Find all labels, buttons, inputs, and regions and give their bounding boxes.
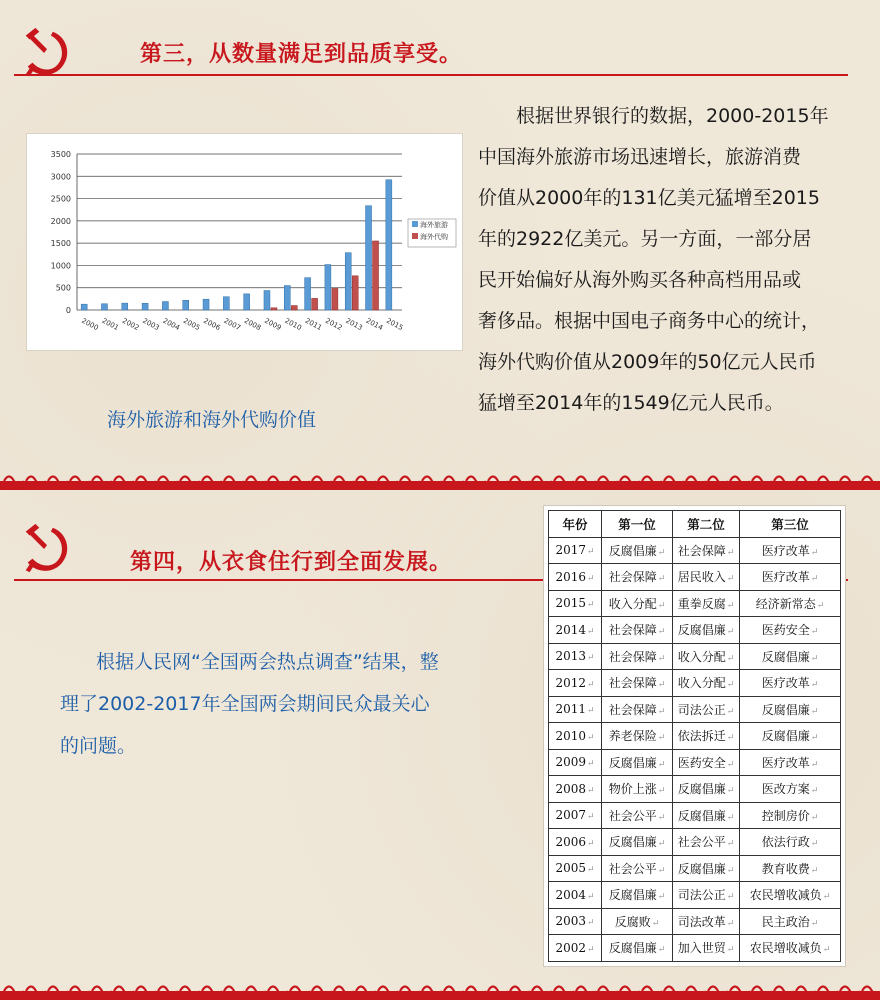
cell-text: 2016: [555, 569, 586, 584]
cell-text: 社会公平: [677, 835, 726, 850]
header-cell: 第三位: [740, 511, 841, 538]
return-mark-icon: ↵: [726, 547, 735, 558]
y-tick-label: 2000: [50, 216, 71, 226]
rank-cell: [740, 749, 841, 776]
cell-text: 反腐倡廉: [761, 649, 810, 664]
paragraph-line: 价值从2000年的131亿美元猛增至2015: [478, 187, 820, 209]
paragraph-line: 奢侈品。根据中国电子商务中心的统计，: [478, 310, 821, 332]
rank-cell: [602, 829, 673, 856]
cell-text: 社会保障: [608, 623, 657, 638]
cell-text: 居民收入: [677, 570, 726, 585]
year-cell: [549, 908, 602, 935]
header-cell: 第二位: [673, 511, 740, 538]
table-row: [549, 670, 841, 697]
cell-text: 2011: [555, 702, 586, 717]
y-tick-label: 0: [65, 306, 71, 315]
return-mark-icon: ↵: [651, 918, 660, 929]
return-mark-icon: ↵: [587, 653, 595, 664]
year-cell: [549, 855, 602, 882]
cell-text: 2008: [555, 781, 586, 796]
rank-cell: [740, 776, 841, 803]
chart-bar: [352, 276, 358, 310]
rank-cell: [740, 537, 841, 564]
year-cell: [549, 776, 602, 803]
rank-cell: [740, 696, 841, 723]
cell-text: 反腐倡廉: [677, 623, 726, 638]
cell-text: 2017: [555, 543, 586, 558]
return-mark-icon: ↵: [587, 573, 595, 584]
return-mark-icon: ↵: [810, 759, 819, 770]
x-tick-label: 2005: [181, 316, 202, 333]
return-mark-icon: ↵: [810, 653, 819, 664]
cell-text: 社会保障: [677, 543, 726, 558]
x-tick-label: 2015: [384, 316, 405, 333]
table-row: [549, 617, 841, 644]
travel-daigou-bar-chart: [27, 134, 462, 350]
paragraph-line: 根据世界银行的数据，2000-2015年: [516, 105, 829, 127]
cell-text: 医疗改革: [761, 543, 810, 558]
header-cell: 第一位: [602, 511, 673, 538]
cell-text: 收入分配: [677, 649, 726, 664]
x-tick-label: 2011: [303, 316, 324, 333]
cell-text: 2010: [555, 728, 586, 743]
cell-text: 社会公平: [608, 861, 657, 876]
chart-bar: [271, 308, 277, 310]
rank-cell: [673, 617, 740, 644]
rank-cell: [602, 802, 673, 829]
chart-bar: [183, 300, 189, 310]
table-row: [549, 749, 841, 776]
rank-cell: [673, 802, 740, 829]
travel-chart-panel: [27, 134, 462, 350]
cell-text: 依法拆迁: [677, 729, 726, 744]
cell-text: 2004: [555, 887, 586, 902]
return-mark-icon: ↵: [810, 733, 819, 744]
rank-cell: [673, 855, 740, 882]
cell-text: 反腐倡廉: [761, 729, 810, 744]
return-mark-icon: ↵: [657, 547, 666, 558]
cell-text: 控制房价: [761, 808, 810, 823]
rank-cell: [602, 908, 673, 935]
return-mark-icon: ↵: [726, 680, 735, 691]
chart-bar: [345, 253, 351, 310]
rank-cell: [740, 855, 841, 882]
return-mark-icon: ↵: [726, 627, 735, 638]
return-mark-icon: ↵: [810, 627, 819, 638]
section-three-paragraph: [478, 96, 868, 424]
rank-cell: [673, 908, 740, 935]
cell-text: 反腐倡廉: [608, 888, 657, 903]
chart-bar: [312, 298, 318, 310]
return-mark-icon: ↵: [657, 812, 666, 823]
rank-cell: [673, 590, 740, 617]
cell-text: 2009: [555, 755, 586, 770]
rank-cell: [673, 776, 740, 803]
rank-cell: [740, 935, 841, 962]
table-row: [549, 537, 841, 564]
rank-cell: [602, 643, 673, 670]
x-tick-label: 2013: [344, 316, 364, 333]
return-mark-icon: ↵: [810, 865, 819, 876]
cell-text: 反腐倡廉: [608, 543, 657, 558]
chart-bar: [325, 265, 331, 310]
return-mark-icon: ↵: [726, 600, 735, 611]
chart-caption: 海外旅游和海外代购价值: [107, 409, 317, 431]
rank-cell: [602, 855, 673, 882]
cell-text: 社会保障: [608, 702, 657, 717]
return-mark-icon: ↵: [587, 626, 595, 637]
x-tick-label: 2006: [202, 316, 222, 333]
table-row: [549, 855, 841, 882]
cell-text: 经济新常态: [755, 596, 816, 611]
return-mark-icon: ↵: [587, 891, 595, 902]
rank-cell: [602, 935, 673, 962]
return-mark-icon: ↵: [657, 945, 666, 956]
return-mark-icon: ↵: [726, 786, 735, 797]
paragraph-line: 民开始偏好从海外购买各种高档用品或: [478, 269, 802, 291]
return-mark-icon: ↵: [816, 600, 825, 611]
year-cell: [549, 749, 602, 776]
section-heading-three: 第三，从数量满足到品质享受。: [140, 42, 463, 67]
paragraph-line: 理了2002-2017年全国两会期间民众最关心: [60, 693, 430, 715]
cell-text: 医改方案: [761, 782, 810, 797]
chart-bar: [122, 303, 128, 310]
x-tick-label: 2004: [161, 316, 181, 333]
cell-text: 农民增收减负: [749, 888, 822, 903]
chart-bar: [305, 278, 311, 310]
table-row: [549, 829, 841, 856]
cell-text: 反腐倡廉: [677, 808, 726, 823]
cell-text: 社会保障: [608, 676, 657, 691]
cell-text: 2003: [555, 914, 586, 929]
table-row: [549, 696, 841, 723]
legend-label: 海外旅游: [420, 221, 448, 229]
cell-text: 民主政治: [761, 914, 810, 929]
cell-text: 反腐倡廉: [608, 835, 657, 850]
cell-text: 医疗改革: [761, 676, 810, 691]
year-cell: [549, 723, 602, 750]
table-row: [549, 908, 841, 935]
chart-bar: [366, 206, 372, 310]
rank-cell: [673, 749, 740, 776]
x-tick-label: 2001: [100, 316, 121, 333]
y-tick-label: 1000: [50, 261, 71, 271]
rank-cell: [673, 670, 740, 697]
cell-text: 反腐败: [614, 914, 651, 929]
return-mark-icon: ↵: [726, 945, 735, 956]
return-mark-icon: ↵: [587, 547, 595, 558]
chart-bar: [332, 288, 338, 310]
return-mark-icon: ↵: [657, 759, 666, 770]
return-mark-icon: ↵: [587, 865, 595, 876]
legend-swatch: [412, 233, 418, 239]
table-row: [549, 935, 841, 962]
cell-text: 2002: [555, 940, 586, 955]
cell-text: 2012: [555, 675, 586, 690]
rank-cell: [673, 935, 740, 962]
cell-text: 收入分配: [677, 676, 726, 691]
year-cell: [549, 617, 602, 644]
cell-text: 司法公正: [677, 888, 726, 903]
return-mark-icon: ↵: [657, 600, 666, 611]
cell-text: 医疗改革: [761, 755, 810, 770]
return-mark-icon: ↵: [726, 839, 735, 850]
x-tick-label: 2003: [141, 316, 161, 333]
year-cell: [549, 564, 602, 591]
header-cell: 年份: [549, 511, 602, 538]
rank-cell: [602, 723, 673, 750]
return-mark-icon: ↵: [657, 733, 666, 744]
y-tick-label: 2500: [50, 194, 71, 204]
chart-bar: [223, 297, 229, 310]
rank-cell: [602, 670, 673, 697]
return-mark-icon: ↵: [810, 786, 819, 797]
rank-cell: [602, 749, 673, 776]
paragraph-line: 海外代购价值从2009年的50亿元人民币: [478, 351, 817, 373]
return-mark-icon: ↵: [726, 706, 735, 717]
year-cell: [549, 537, 602, 564]
legend-label: 海外代购: [420, 233, 448, 241]
heading-underline: [14, 74, 848, 76]
cell-text: 社会保障: [608, 570, 657, 585]
cell-text: 反腐倡廉: [761, 702, 810, 717]
return-mark-icon: ↵: [657, 680, 666, 691]
rank-cell: [673, 564, 740, 591]
chart-bar: [81, 304, 87, 310]
chart-bar: [264, 291, 270, 310]
year-cell: [549, 829, 602, 856]
cell-text: 社会保障: [608, 649, 657, 664]
year-cell: [549, 696, 602, 723]
return-mark-icon: ↵: [587, 785, 595, 796]
year-cell: [549, 882, 602, 909]
return-mark-icon: ↵: [726, 918, 735, 929]
cell-text: 社会公平: [608, 808, 657, 823]
return-mark-icon: ↵: [810, 839, 819, 850]
cell-text: 2006: [555, 834, 586, 849]
cell-text: 反腐倡廉: [608, 941, 657, 956]
return-mark-icon: ↵: [822, 945, 831, 956]
chart-bar: [142, 303, 148, 310]
cell-text: 物价上涨: [608, 782, 657, 797]
table-row: [549, 882, 841, 909]
x-tick-label: 2014: [364, 316, 385, 333]
return-mark-icon: ↵: [726, 892, 735, 903]
return-mark-icon: ↵: [726, 865, 735, 876]
rank-cell: [740, 723, 841, 750]
rank-cell: [673, 696, 740, 723]
rank-cell: [740, 590, 841, 617]
return-mark-icon: ↵: [587, 706, 595, 717]
cell-text: 反腐倡廉: [608, 755, 657, 770]
return-mark-icon: ↵: [587, 918, 595, 929]
rank-cell: [740, 564, 841, 591]
y-tick-label: 3500: [50, 150, 71, 159]
year-cell: [549, 935, 602, 962]
rank-cell: [602, 617, 673, 644]
rank-cell: [740, 882, 841, 909]
return-mark-icon: ↵: [657, 653, 666, 664]
return-mark-icon: ↵: [726, 812, 735, 823]
table-row: [549, 643, 841, 670]
return-mark-icon: ↵: [810, 918, 819, 929]
return-mark-icon: ↵: [726, 759, 735, 770]
rank-cell: [602, 537, 673, 564]
cell-text: 重拳反腐: [677, 596, 726, 611]
rank-cell: [602, 564, 673, 591]
concern-ranking-table: [548, 510, 841, 962]
decorative-border: [0, 976, 880, 1000]
x-tick-label: 2012: [323, 316, 344, 333]
cell-text: 加入世贸: [677, 941, 726, 956]
paragraph-line: 年的2922亿美元。另一方面，一部分居: [478, 228, 812, 250]
return-mark-icon: ↵: [587, 600, 595, 611]
rank-cell: [673, 882, 740, 909]
table-row: [549, 723, 841, 750]
rank-cell: [740, 908, 841, 935]
return-mark-icon: ↵: [587, 838, 595, 849]
rank-cell: [673, 829, 740, 856]
x-tick-label: 2002: [120, 316, 141, 333]
cell-text: 司法改革: [677, 914, 726, 929]
rank-cell: [740, 802, 841, 829]
return-mark-icon: ↵: [587, 679, 595, 690]
return-mark-icon: ↵: [657, 706, 666, 717]
chart-bar: [162, 302, 168, 310]
rank-cell: [740, 643, 841, 670]
chart-bar: [101, 304, 107, 310]
rank-cell: [673, 537, 740, 564]
return-mark-icon: ↵: [726, 574, 735, 585]
cell-text: 医药安全: [677, 755, 726, 770]
year-cell: [549, 802, 602, 829]
cell-text: 2013: [555, 649, 586, 664]
paragraph-line: 根据人民网“全国两会热点调查”结果，整: [96, 651, 439, 673]
cell-text: 教育收费: [761, 861, 810, 876]
return-mark-icon: ↵: [726, 733, 735, 744]
return-mark-icon: ↵: [726, 653, 735, 664]
return-mark-icon: ↵: [810, 706, 819, 717]
x-tick-label: 2010: [283, 316, 303, 333]
return-mark-icon: ↵: [657, 574, 666, 585]
return-mark-icon: ↵: [587, 759, 595, 770]
cell-text: 司法公正: [677, 702, 726, 717]
chart-bar: [373, 241, 379, 310]
return-mark-icon: ↵: [587, 944, 595, 955]
cell-text: 反腐倡廉: [677, 782, 726, 797]
return-mark-icon: ↵: [587, 812, 595, 823]
table-header-row: [549, 511, 841, 538]
x-tick-label: 2000: [80, 316, 100, 333]
cell-text: 养老保险: [608, 729, 657, 744]
return-mark-icon: ↵: [810, 574, 819, 585]
cell-text: 农民增收减负: [749, 941, 822, 956]
paragraph-line: 猛增至2014年的1549亿元人民币。: [478, 392, 784, 414]
return-mark-icon: ↵: [810, 547, 819, 558]
y-tick-label: 3000: [50, 172, 71, 182]
section-four-paragraph: [60, 641, 500, 767]
return-mark-icon: ↵: [657, 839, 666, 850]
return-mark-icon: ↵: [657, 892, 666, 903]
cell-text: 2005: [555, 861, 586, 876]
rank-cell: [740, 670, 841, 697]
rank-cell: [740, 617, 841, 644]
cell-text: 收入分配: [608, 596, 657, 611]
legend-swatch: [412, 221, 418, 227]
y-tick-label: 500: [55, 283, 71, 293]
rank-cell: [673, 723, 740, 750]
y-tick-label: 1500: [50, 239, 71, 249]
table-row: [549, 776, 841, 803]
x-tick-label: 2008: [242, 316, 263, 333]
party-emblem-icon: [18, 520, 76, 578]
cell-text: 反腐倡廉: [677, 861, 726, 876]
rank-cell: [740, 829, 841, 856]
chart-bar: [244, 294, 250, 310]
paragraph-line: 中国海外旅游市场迅速增长，旅游消费: [478, 146, 802, 168]
return-mark-icon: ↵: [587, 732, 595, 743]
chart-bar: [386, 180, 392, 310]
section-heading-four: 第四，从衣食住行到全面发展。: [130, 550, 453, 575]
return-mark-icon: ↵: [657, 865, 666, 876]
cell-text: 依法行政: [761, 835, 810, 850]
return-mark-icon: ↵: [657, 627, 666, 638]
year-cell: [549, 590, 602, 617]
chart-bar: [284, 286, 290, 310]
table-row: [549, 590, 841, 617]
chart-bar: [291, 306, 297, 310]
year-cell: [549, 643, 602, 670]
year-cell: [549, 670, 602, 697]
cell-text: 医疗改革: [761, 570, 810, 585]
return-mark-icon: ↵: [657, 786, 666, 797]
return-mark-icon: ↵: [810, 680, 819, 691]
decorative-border: [0, 466, 880, 490]
cell-text: 2014: [555, 622, 586, 637]
return-mark-icon: ↵: [810, 812, 819, 823]
x-tick-label: 2007: [222, 316, 242, 333]
table-row: [549, 564, 841, 591]
chart-bar: [203, 299, 209, 310]
rank-cell: [602, 696, 673, 723]
return-mark-icon: ↵: [822, 892, 831, 903]
ranking-table-panel: [544, 506, 845, 966]
paragraph-line: 的问题。: [60, 735, 137, 757]
x-tick-label: 2009: [263, 316, 283, 333]
rank-cell: [602, 882, 673, 909]
cell-text: 2007: [555, 808, 586, 823]
rank-cell: [673, 643, 740, 670]
rank-cell: [602, 590, 673, 617]
table-row: [549, 802, 841, 829]
cell-text: 医药安全: [761, 623, 810, 638]
rank-cell: [602, 776, 673, 803]
cell-text: 2015: [555, 596, 586, 611]
